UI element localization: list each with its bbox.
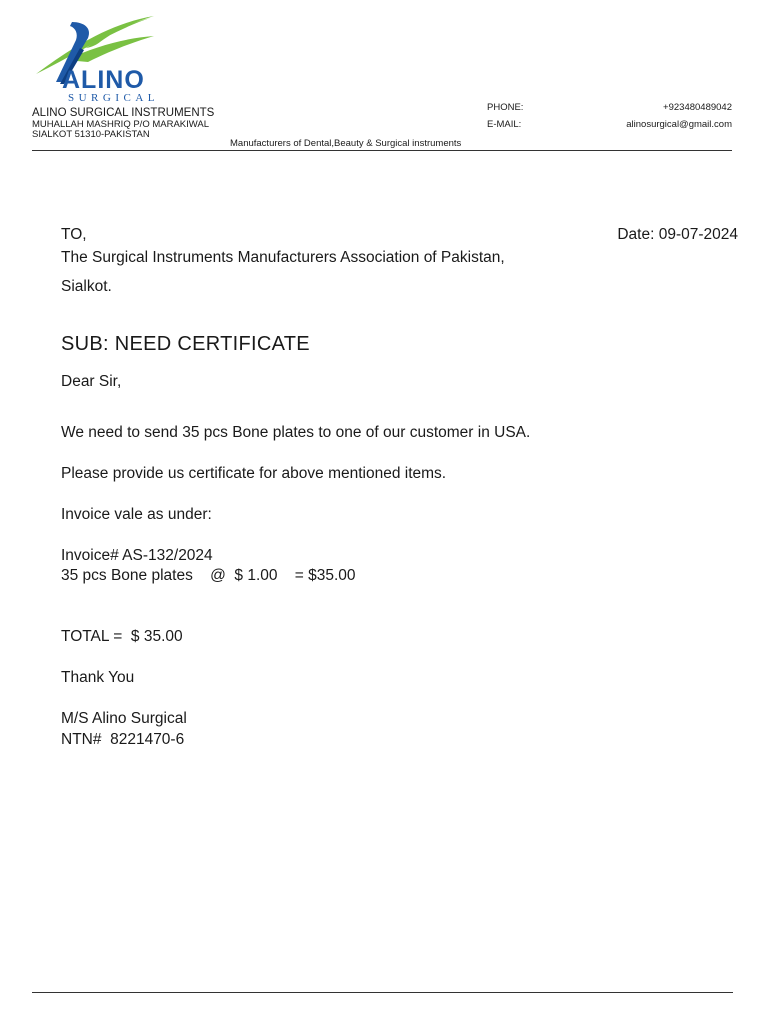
logo-wordmark: ALINO	[62, 66, 145, 94]
email-value: alinosurgical@gmail.com	[626, 119, 732, 130]
closing-line: Thank You	[61, 669, 135, 686]
body-paragraph-invoice-intro: Invoice vale as under:	[61, 506, 212, 523]
logo-subtext: SURGICAL	[68, 92, 160, 104]
invoice-number: Invoice# AS-132/2024	[61, 547, 213, 564]
company-address-line2: SIALKOT 51310-PAKISTAN	[32, 129, 150, 140]
phone-value: +923480489042	[663, 102, 732, 113]
recipient-organization: The Surgical Instruments Manufacturers Association of Pakistan,	[61, 249, 505, 266]
body-paragraph-request: Please provide us certificate for above mentioned items.	[61, 465, 447, 482]
salutation: Dear Sir,	[61, 373, 122, 390]
to-line: TO,	[61, 226, 87, 243]
header-divider	[32, 150, 732, 151]
body-paragraph-shipment: We need to send 35 pcs Bone plates to one of our customer in USA.	[61, 424, 531, 441]
phone-label: PHONE:	[487, 102, 524, 113]
company-logo	[26, 12, 206, 104]
company-address-line1: MUHALLAH MASHRIQ P/O MARAKIWAL	[32, 119, 210, 130]
signature-name: M/S Alino Surgical	[61, 710, 187, 727]
recipient-city: Sialkot.	[61, 278, 112, 295]
company-tagline: Manufacturers of Dental,Beauty & Surgical instruments	[230, 138, 462, 149]
ntn-number: NTN# 8221470-6	[61, 731, 185, 748]
subject-line: SUB: NEED CERTIFICATE	[61, 333, 310, 355]
letter-date: Date: 09-07-2024	[617, 226, 738, 243]
invoice-item-line: 35 pcs Bone plates @ $ 1.00 = $35.00	[61, 567, 356, 584]
company-name: ALINO SURGICAL INSTRUMENTS	[32, 107, 215, 119]
invoice-total: TOTAL = $ 35.00	[61, 628, 183, 645]
footer-divider	[32, 992, 733, 993]
email-label: E-MAIL:	[487, 119, 522, 130]
